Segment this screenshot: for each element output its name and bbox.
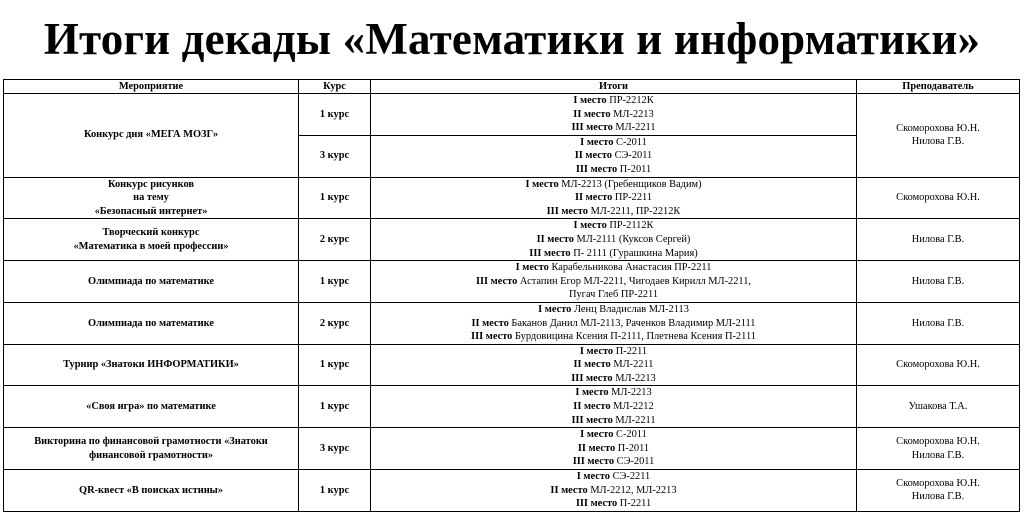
event-cell	[4, 470, 299, 512]
event-line: «Безопасный интернет»	[94, 205, 208, 217]
event-line: QR-квест «В поисках истины»	[78, 484, 223, 496]
teacher-name: Скоморохова Ю.Н.	[896, 359, 980, 371]
result-text: МЛ-2213	[611, 387, 652, 399]
teacher-name: Нилова Г.В.	[911, 275, 965, 287]
result-line	[374, 345, 853, 359]
place-label: II место	[574, 150, 612, 162]
header-results: Итоги	[371, 80, 857, 94]
result-line	[374, 121, 853, 135]
place-label: I место	[525, 178, 559, 190]
place-label: III место	[575, 498, 618, 510]
results-cell	[371, 344, 857, 386]
place-label: III место	[571, 372, 613, 384]
result-text: Карабельникова Анастасия ПР-2211	[551, 262, 712, 274]
event-line: финансовой грамотности»	[88, 449, 214, 461]
teacher-name: Ушакова Т.А.	[908, 401, 968, 413]
results-cell	[371, 470, 857, 512]
result-text: СЭ-2011	[614, 150, 653, 162]
result-text: МЛ-2211, ПР-2212К	[590, 205, 681, 217]
place-label: I место	[576, 471, 610, 483]
course-cell: 1 курс	[299, 386, 371, 428]
result-line	[374, 219, 853, 233]
result-line	[374, 205, 853, 219]
result-line	[374, 275, 853, 289]
results-cell	[371, 302, 857, 344]
place-label: I место	[579, 345, 614, 357]
result-text: МЛ-2211	[613, 359, 654, 371]
place-label: I место	[573, 220, 607, 232]
place-label: III место	[471, 331, 513, 343]
table-row	[4, 386, 1020, 428]
table-row	[4, 344, 1020, 386]
place-label: I место	[575, 387, 609, 399]
result-text: СЭ-2211	[612, 471, 651, 483]
course-cell: 1 курс	[299, 177, 371, 219]
result-text: Баканов Данил МЛ-2113, Раченков Владимир МЛ-2111	[511, 317, 756, 329]
teacher-name: Скоморохова Ю.Н.	[896, 477, 980, 489]
result-text: МЛ-2212	[613, 401, 654, 413]
place-label: III место	[571, 414, 613, 426]
table-row	[4, 94, 1020, 136]
teacher-cell	[857, 94, 1020, 178]
result-line	[374, 386, 853, 400]
place-label: I место	[515, 262, 549, 274]
place-label: II место	[536, 233, 574, 245]
place-label: II место	[573, 108, 611, 120]
event-line: Конкурс рисунков	[107, 178, 195, 190]
result-text: Бурдовицина Ксения П-2111, Плетнева Ксения П-2111	[514, 331, 756, 343]
teacher-cell	[857, 470, 1020, 512]
event-cell	[4, 386, 299, 428]
result-line	[374, 428, 853, 442]
course-cell: 3 курс	[299, 135, 371, 177]
result-text: МЛ-2211	[615, 414, 656, 426]
result-line	[374, 484, 853, 498]
result-text: С-2011	[616, 429, 647, 441]
result-line	[374, 136, 853, 150]
result-text: П-2211	[615, 345, 648, 357]
teacher-cell	[857, 344, 1020, 386]
place-label: II место	[471, 317, 509, 329]
results-cell	[371, 94, 857, 136]
results-cell	[371, 428, 857, 470]
result-line	[374, 94, 853, 108]
header-teacher: Преподаватель	[857, 80, 1020, 94]
place-label: III место	[571, 122, 613, 134]
course-cell: 2 курс	[299, 302, 371, 344]
table-header	[4, 80, 1020, 94]
result-text: П- 2111 (Гурашкина Мария)	[573, 247, 698, 259]
table-row	[4, 428, 1020, 470]
course-cell: 2 курс	[299, 219, 371, 261]
results-cell	[371, 219, 857, 261]
event-cell	[4, 261, 299, 303]
table-row	[4, 219, 1020, 261]
result-line	[374, 108, 853, 122]
result-line	[374, 191, 853, 205]
event-cell	[4, 94, 299, 178]
results-table	[3, 79, 1020, 512]
event-line: «Своя игра» по математике	[86, 401, 216, 413]
place-label: III место	[546, 205, 588, 217]
place-label: I место	[538, 303, 572, 315]
result-line	[374, 288, 853, 302]
table-row	[4, 177, 1020, 219]
event-line: Викторина по финансовой грамотности «Знатоки	[34, 436, 268, 448]
place-label: II место	[574, 192, 613, 204]
place-label: II место	[573, 401, 611, 413]
result-line	[374, 442, 853, 456]
result-line	[374, 163, 853, 177]
event-cell	[4, 177, 299, 219]
event-line: Творческий конкурс	[102, 227, 200, 239]
event-line: Олимпиада по математике	[88, 275, 214, 287]
result-line	[374, 414, 853, 428]
place-label: I место	[580, 429, 614, 441]
results-cell	[371, 135, 857, 177]
place-label: III место	[475, 275, 518, 287]
teacher-cell	[857, 177, 1020, 219]
result-line	[374, 261, 853, 275]
table-row	[4, 470, 1020, 512]
result-text: МЛ-2213 (Гребенщиков Вадим)	[561, 178, 702, 190]
result-text: МЛ-2111 (Куксов Сергей)	[576, 233, 691, 245]
course-cell: 1 курс	[299, 344, 371, 386]
teacher-name: Нилова Г.В.	[911, 491, 965, 503]
event-line: Олимпиада по математике	[88, 317, 214, 329]
results-cell	[371, 177, 857, 219]
result-line	[374, 149, 853, 163]
event-cell	[4, 344, 299, 386]
result-text: П-2011	[619, 163, 652, 175]
result-line	[374, 178, 853, 192]
table-row	[4, 302, 1020, 344]
result-text: МЛ-2212, МЛ-2213	[590, 484, 677, 496]
place-label: II место	[573, 359, 611, 371]
event-cell	[4, 428, 299, 470]
event-line: Конкурс дня «МЕГА МОЗГ»	[83, 129, 219, 141]
place-label: I место	[573, 95, 607, 106]
result-text: Ленц Владислав МЛ-2113	[573, 303, 689, 315]
teacher-cell	[857, 302, 1020, 344]
course-cell: 1 курс	[299, 94, 371, 136]
course-cell: 1 курс	[299, 261, 371, 303]
result-text: МЛ-2211	[615, 122, 656, 134]
teacher-cell	[857, 428, 1020, 470]
result-line	[374, 330, 853, 344]
teacher-name: Нилова Г.В.	[911, 317, 965, 329]
place-label: III место	[575, 163, 618, 175]
table-body	[4, 94, 1020, 512]
result-line	[374, 317, 853, 331]
result-text: МЛ-2213	[615, 372, 656, 384]
result-text: ПР-2112К	[609, 220, 654, 232]
event-cell	[4, 302, 299, 344]
place-label: I место	[580, 136, 614, 148]
result-text: П-2011	[617, 442, 650, 454]
result-text: Астапин Егор МЛ-2211, Чигодаев Кирилл МЛ-2211,	[519, 275, 752, 287]
teacher-name: Скоморохова Ю.Н.	[896, 436, 980, 448]
header-event: Мероприятие	[4, 80, 299, 94]
event-line: «Математика в моей профессии»	[73, 240, 229, 252]
teacher-name: Нилова Г.В.	[911, 233, 965, 245]
result-line	[374, 497, 853, 511]
result-text: С-2011	[616, 136, 647, 148]
teacher-name: Скоморохова Ю.Н.	[896, 122, 980, 134]
result-text: СЭ-2011	[616, 456, 655, 468]
place-label: III место	[572, 456, 615, 468]
results-cell	[371, 261, 857, 303]
event-cell	[4, 219, 299, 261]
place-label: II место	[550, 484, 588, 496]
result-line	[374, 247, 853, 261]
course-cell: 1 курс	[299, 470, 371, 512]
result-text: ПР-2212К	[609, 95, 654, 106]
result-line	[374, 400, 853, 414]
result-text: МЛ-2213	[613, 108, 654, 120]
page-title: Итоги декады «Математики и информатики»	[43, 14, 981, 64]
result-line	[374, 358, 853, 372]
result-line	[374, 233, 853, 247]
result-line	[374, 372, 853, 386]
teacher-name: Нилова Г.В.	[911, 136, 965, 148]
course-cell: 3 курс	[299, 428, 371, 470]
table-row	[4, 261, 1020, 303]
teacher-name: Нилова Г.В.	[911, 449, 965, 461]
event-line: на тему	[133, 192, 169, 204]
result-text: ПР-2211	[614, 192, 653, 204]
teacher-cell	[857, 386, 1020, 428]
result-line	[374, 470, 853, 484]
event-line: Турнир «Знатоки ИНФОРМАТИКИ»	[63, 359, 239, 371]
result-text: Пугач Глеб ПР-2211	[568, 289, 659, 301]
place-label: II место	[577, 442, 616, 454]
result-line	[374, 303, 853, 317]
result-text: П-2211	[619, 498, 652, 510]
result-line	[374, 455, 853, 469]
teacher-cell	[857, 261, 1020, 303]
header-row	[4, 80, 1020, 94]
results-cell	[371, 386, 857, 428]
place-label: III место	[529, 247, 571, 259]
teacher-name: Скоморохова Ю.Н.	[896, 192, 980, 204]
header-course: Курс	[299, 80, 371, 94]
teacher-cell	[857, 219, 1020, 261]
